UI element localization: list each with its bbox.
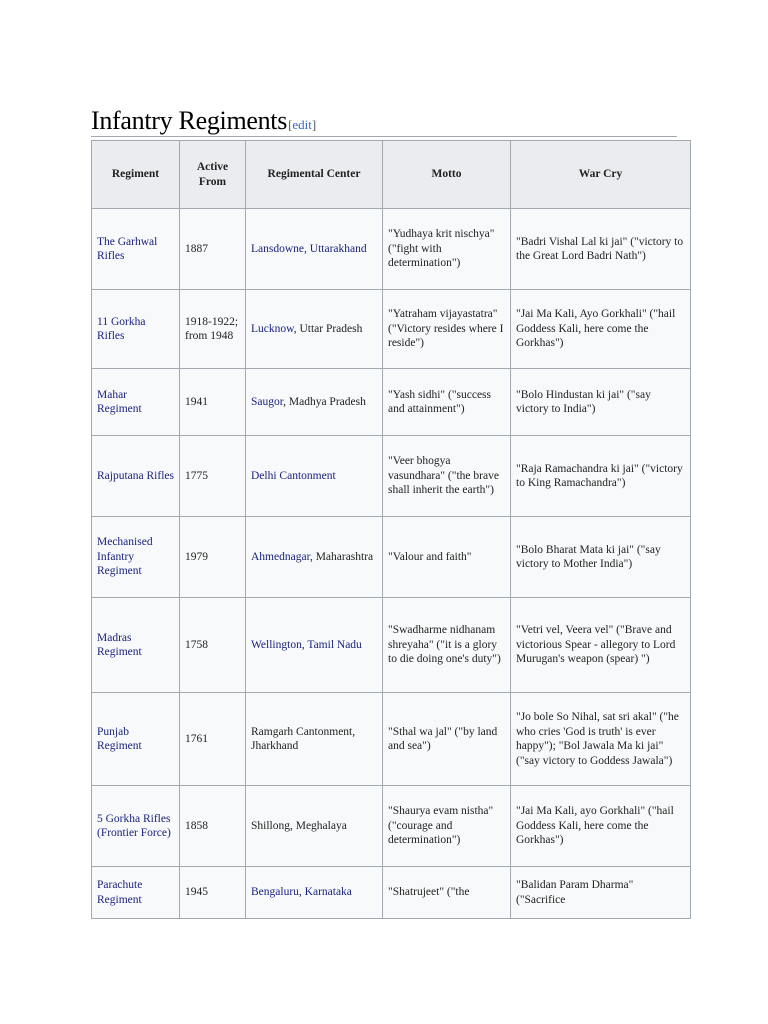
war-cry-cell: "Raja Ramachandra ki jai" ("victory to King Ramachandra") — [511, 436, 691, 517]
regimental-center-cell — [246, 786, 383, 867]
column-header-motto: Motto — [383, 141, 511, 209]
war-cry-cell: "Jo bole So Nihal, sat sri akal" ("he who cries 'God is truth' is ever happy"); "Bol Jawala Ma ki jai" ("say victory to Goddess Jawala") — [511, 693, 691, 786]
active-from-cell: 1775 — [180, 436, 246, 517]
center-text: , Maharashtra — [309, 550, 374, 563]
table-row — [92, 517, 691, 598]
war-cry-cell: "Balidan Param Dharma" ("Sacrifice — [511, 867, 691, 919]
regiments-table — [91, 140, 691, 919]
regimental-center-cell — [246, 436, 383, 517]
motto-cell: "Valour and faith" — [383, 517, 511, 598]
regimental-center-cell — [246, 517, 383, 598]
edit-bracket-open: [ — [288, 117, 293, 132]
center-link[interactable]: Lucknow — [251, 322, 294, 335]
header-row — [92, 141, 691, 209]
center-text: Shillong, Meghalaya — [251, 819, 347, 832]
regiment-link[interactable]: Mechanised Infantry Regiment — [92, 517, 180, 598]
war-cry-cell: "Bolo Hindustan ki jai" ("say victory to India") — [511, 369, 691, 436]
active-from-cell: 1858 — [180, 786, 246, 867]
table-row — [92, 786, 691, 867]
table-row — [92, 369, 691, 436]
center-text: , Uttar Pradesh — [293, 322, 363, 335]
column-header-regimental-center: Regimental Center — [246, 141, 383, 209]
regimental-center-cell — [246, 209, 383, 290]
war-cry-cell: "Jai Ma Kali, ayo Gorkhali" ("hail Goddess Kali, here come the Gorkhas") — [511, 786, 691, 867]
section-title: Infantry Regiments — [91, 106, 288, 135]
column-header-regiment: Regiment — [92, 141, 180, 209]
motto-cell: "Shatrujeet" ("the — [383, 867, 511, 919]
war-cry-cell: "Bolo Bharat Mata ki jai" ("say victory to Mother India") — [511, 517, 691, 598]
center-link[interactable]: Saugor — [251, 395, 284, 408]
table-row — [92, 436, 691, 517]
edit-section — [288, 117, 316, 132]
column-header-war-cry: War Cry — [511, 141, 691, 209]
regiment-link[interactable]: Mahar Regiment — [92, 369, 180, 436]
center-text: Ramgarh Cantonment, Jharkhand — [251, 725, 356, 752]
column-header-active-from: Active From — [180, 141, 246, 209]
section-heading — [91, 106, 677, 137]
regiment-link[interactable]: Parachute Regiment — [92, 867, 180, 919]
active-from-cell: 1918-1922; from 1948 — [180, 290, 246, 369]
regiment-link[interactable]: 11 Gorkha Rifles — [92, 290, 180, 369]
table-row — [92, 598, 691, 693]
table-row — [92, 290, 691, 369]
motto-cell: "Yudhaya krit nischya" ("fight with determination") — [383, 209, 511, 290]
regimental-center-cell — [246, 867, 383, 919]
center-link[interactable]: Wellington, Tamil Nadu — [251, 638, 362, 651]
active-from-cell: 1941 — [180, 369, 246, 436]
motto-cell: "Veer bhogya vasundhara" ("the brave shall inherit the earth") — [383, 436, 511, 517]
motto-cell: "Shaurya evam nistha" ("courage and determination") — [383, 786, 511, 867]
motto-cell: "Yatraham vijayastatra" ("Victory resides where I reside") — [383, 290, 511, 369]
table-row — [92, 867, 691, 919]
center-link[interactable]: Bengaluru, Karnataka — [251, 886, 352, 899]
motto-cell: "Yash sidhi" ("success and attainment") — [383, 369, 511, 436]
center-link[interactable]: Ahmednagar — [251, 550, 310, 563]
edit-bracket-close: ] — [311, 117, 317, 132]
center-link[interactable]: Delhi Cantonment — [251, 469, 336, 482]
active-from-cell: 1979 — [180, 517, 246, 598]
active-from-cell: 1945 — [180, 867, 246, 919]
war-cry-cell: "Jai Ma Kali, Ayo Gorkhali" ("hail Goddess Kali, here come the Gorkhas") — [511, 290, 691, 369]
regiment-link[interactable]: Punjab Regiment — [92, 693, 180, 786]
edit-link[interactable]: edit — [292, 117, 312, 132]
war-cry-cell: "Vetri vel, Veera vel" ("Brave and victorious Spear - allegory to Lord Murugan's weapon (spear) ") — [511, 598, 691, 693]
war-cry-cell: "Badri Vishal Lal ki jai" ("victory to the Great Lord Badri Nath") — [511, 209, 691, 290]
regimental-center-cell — [246, 369, 383, 436]
motto-cell: "Swadharme nidhanam shreyaha" ("it is a glory to die doing one's duty") — [383, 598, 511, 693]
regiment-link[interactable]: The Garhwal Rifles — [92, 209, 180, 290]
regiment-link[interactable]: Rajputana Rifles — [92, 436, 180, 517]
regiment-link[interactable]: Madras Regiment — [92, 598, 180, 693]
active-from-cell: 1758 — [180, 598, 246, 693]
regiment-link[interactable]: 5 Gorkha Rifles (Frontier Force) — [92, 786, 180, 867]
table-row — [92, 209, 691, 290]
center-link[interactable]: Lansdowne, Uttarakhand — [251, 242, 367, 255]
regimental-center-cell — [246, 598, 383, 693]
active-from-cell: 1761 — [180, 693, 246, 786]
motto-cell: "Sthal wa jal" ("by land and sea") — [383, 693, 511, 786]
table-row — [92, 693, 691, 786]
active-from-cell: 1887 — [180, 209, 246, 290]
center-text: , Madhya Pradesh — [283, 395, 366, 408]
regimental-center-cell — [246, 693, 383, 786]
regimental-center-cell — [246, 290, 383, 369]
